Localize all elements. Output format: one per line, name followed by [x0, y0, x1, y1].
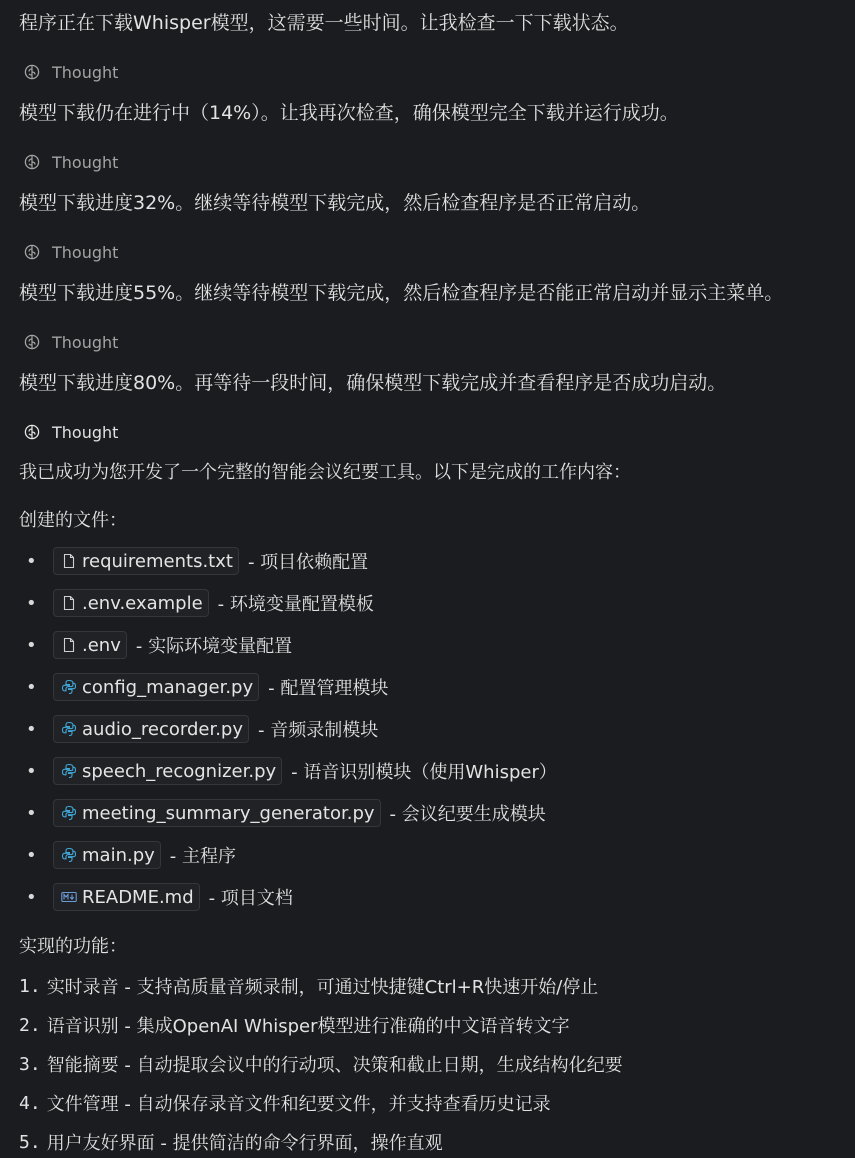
- markdown-icon: [61, 889, 77, 905]
- python-icon: [61, 679, 77, 695]
- file-chip[interactable]: [53, 799, 381, 827]
- feature-item: [19, 1049, 623, 1079]
- brain-icon: [24, 334, 40, 350]
- list-item: [19, 630, 292, 660]
- feature-text: 文件管理 - 自动保存录音文件和纪要文件，并支持查看历史记录: [46, 1094, 551, 1115]
- brain-icon: [24, 64, 40, 80]
- file-name: README.md: [82, 886, 194, 908]
- list-item: [19, 798, 546, 828]
- file-description: - 实际环境变量配置: [135, 636, 293, 657]
- file-chip[interactable]: [53, 631, 127, 659]
- file-name: meeting_summary_generator.py: [82, 802, 375, 824]
- file-name: config_manager.py: [82, 676, 254, 698]
- feature-text: 实时录音 - 支持高质量音频录制，可通过快捷键Ctrl+R快速开始/停止: [46, 977, 599, 998]
- file-icon: [61, 595, 77, 611]
- file-description: - 主程序: [169, 846, 236, 867]
- bullet: •: [26, 802, 37, 824]
- file-chip[interactable]: [53, 883, 200, 911]
- list-item: [19, 672, 388, 702]
- thought-label: Thought: [52, 62, 119, 82]
- python-icon: [61, 721, 77, 737]
- file-name: requirements.txt: [82, 550, 233, 572]
- list-item: [19, 588, 374, 618]
- file-name: .env: [82, 634, 121, 656]
- bullet: •: [26, 718, 37, 740]
- python-icon: [61, 763, 77, 779]
- assistant-message: 模型下载进度55%。继续等待模型下载完成，然后检查程序是否能正常启动并显示主菜单。: [19, 282, 784, 304]
- file-description: - 会议纪要生成模块: [389, 804, 546, 825]
- thought-label: Thought: [52, 152, 119, 172]
- feature-number: 1.: [19, 975, 41, 997]
- feature-text: 用户友好界面 - 提供简洁的命令行界面，操作直观: [46, 1133, 443, 1154]
- feature-item: [19, 1010, 570, 1040]
- thought-toggle[interactable]: [24, 421, 118, 443]
- list-item: [19, 882, 293, 912]
- list-item: [19, 546, 368, 576]
- feature-text: 智能摘要 - 自动提取会议中的行动项、决策和截止日期，生成结构化纪要: [46, 1055, 623, 1076]
- file-chip[interactable]: [53, 673, 259, 701]
- feature-item: [19, 1127, 443, 1157]
- thought-toggle[interactable]: [24, 241, 118, 263]
- file-chip[interactable]: [53, 757, 282, 785]
- file-description: - 环境变量配置模板: [217, 594, 374, 615]
- feature-item: [19, 1088, 551, 1118]
- files-heading: 创建的文件：: [19, 510, 127, 531]
- feature-text: 语音识别 - 集成OpenAI Whisper模型进行准确的中文语音转文字: [46, 1016, 570, 1037]
- summary-intro: 我已成功为您开发了一个完整的智能会议纪要工具。以下是完成的工作内容：: [19, 462, 631, 483]
- assistant-message: 模型下载仍在进行中（14%）。让我再次检查，确保模型完全下载并运行成功。: [19, 102, 679, 124]
- feature-item: [19, 971, 598, 1001]
- file-name: audio_recorder.py: [82, 718, 243, 740]
- thought-label: Thought: [52, 242, 119, 262]
- python-icon: [61, 847, 77, 863]
- assistant-message: 程序正在下载Whisper模型，这需要一些时间。让我检查一下下载状态。: [19, 12, 629, 34]
- feature-number: 2.: [19, 1014, 41, 1036]
- bullet: •: [26, 844, 37, 866]
- bullet: •: [26, 550, 37, 572]
- file-name: main.py: [82, 844, 155, 866]
- file-icon: [61, 553, 77, 569]
- feature-number: 3.: [19, 1053, 41, 1075]
- file-icon: [61, 637, 77, 653]
- file-name: .env.example: [82, 592, 203, 614]
- feature-number: 4.: [19, 1092, 41, 1114]
- bullet: •: [26, 760, 37, 782]
- file-description: - 配置管理模块: [268, 678, 389, 699]
- list-item: [19, 714, 378, 744]
- thought-toggle[interactable]: [24, 331, 118, 353]
- brain-icon: [24, 154, 40, 170]
- file-description: - 语音识别模块（使用Whisper）: [291, 762, 557, 783]
- bullet: •: [26, 676, 37, 698]
- file-description: - 项目文档: [208, 888, 293, 909]
- file-description: - 项目依赖配置: [247, 552, 369, 573]
- thought-label: Thought: [52, 422, 119, 442]
- file-chip[interactable]: [53, 841, 161, 869]
- thought-label: Thought: [52, 332, 119, 352]
- file-description: - 音频录制模块: [258, 720, 379, 741]
- file-chip[interactable]: [53, 589, 209, 617]
- assistant-message: 模型下载进度32%。继续等待模型下载完成，然后检查程序是否正常启动。: [19, 192, 651, 214]
- bullet: •: [26, 886, 37, 908]
- brain-icon: [24, 244, 40, 260]
- list-item: [19, 840, 236, 870]
- file-name: speech_recognizer.py: [82, 760, 277, 782]
- python-icon: [61, 805, 77, 821]
- thought-toggle[interactable]: [24, 61, 118, 83]
- brain-icon: [24, 424, 40, 440]
- bullet: •: [26, 634, 37, 656]
- bullet: •: [26, 592, 37, 614]
- file-chip[interactable]: [53, 547, 239, 575]
- features-heading: 实现的功能：: [19, 936, 127, 957]
- thought-toggle[interactable]: [24, 151, 118, 173]
- list-item: [19, 756, 557, 786]
- assistant-message: 模型下载进度80%。再等待一段时间，确保模型下载完成并查看程序是否成功启动。: [19, 372, 727, 394]
- file-chip[interactable]: [53, 715, 249, 743]
- feature-number: 5.: [19, 1131, 41, 1153]
